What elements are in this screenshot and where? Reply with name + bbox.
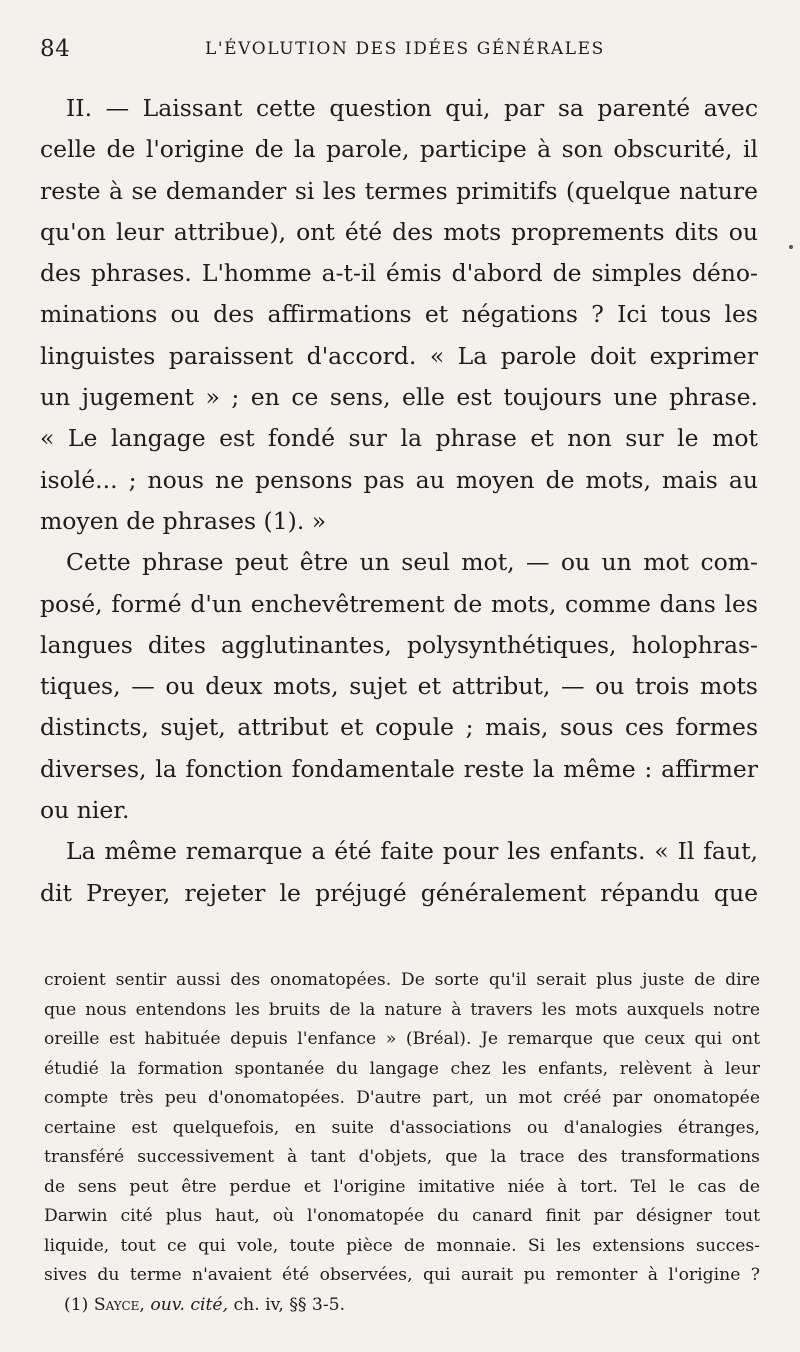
footnote-work: ouv. cité, bbox=[150, 1294, 229, 1315]
text-line: distincts, sujet, attribut et copule ; mais, sous ces formes bbox=[40, 713, 758, 742]
paragraph-2 bbox=[40, 542, 758, 831]
footnote-1 bbox=[44, 1291, 760, 1320]
text-line: des phrases. L'homme a-t-il émis d'abord de simples déno- bbox=[40, 259, 758, 288]
footnote-line: compte très peu d'onomatopées. D'autre part, un mot créé par onomatopée bbox=[44, 1088, 760, 1108]
page-number: 84 bbox=[40, 36, 71, 62]
footnote-line: oreille est habituée depuis l'enfance » (Bréal). Je remarque que ceux qui ont bbox=[44, 1029, 760, 1049]
footnote-line: sives du terme n'avaient été observées, qui aurait pu remonter à l'origine ? bbox=[44, 1265, 760, 1285]
footnote-line: transféré successivement à tant d'objets, que la trace des transformations bbox=[44, 1147, 760, 1167]
text-line: langues dites agglutinantes, polysynthétiques, holophras- bbox=[40, 630, 758, 659]
text-line: II. — Laissant cette question qui, par sa parenté avec bbox=[66, 94, 758, 122]
footnote-continuation bbox=[44, 966, 760, 1291]
footnote-line: que nous entendons les bruits de la nature à travers les mots auxquels notre bbox=[44, 999, 760, 1020]
text-line: reste à se demander si les termes primitifs (quelque nature bbox=[40, 176, 758, 205]
text-line: un jugement » ; en ce sens, elle est toujours une phrase. bbox=[40, 383, 758, 412]
text-line: tiques, — ou deux mots, sujet et attribut, — ou trois mots bbox=[40, 672, 758, 701]
text-line: isolé... ; nous ne pensons pas au moyen de mots, mais au bbox=[40, 465, 758, 494]
paragraph-3 bbox=[40, 831, 758, 914]
text-line: dit Preyer, rejeter le préjugé généralement répandu que bbox=[40, 878, 758, 907]
text-line: diverses, la fonction fondamentale reste la même : affirmer bbox=[40, 754, 758, 783]
text-line: qu'on leur attribue), ont été des mots proprements dits ou bbox=[40, 217, 758, 246]
footnote-line: de sens peut être perdue et l'origine imitative niée à tort. Tel le cas de bbox=[44, 1176, 760, 1197]
text-line: « Le langage est fondé sur la phrase et non sur le mot bbox=[40, 424, 758, 453]
main-text bbox=[40, 88, 758, 914]
footnote-line: croient sentir aussi des onomatopées. De sorte qu'il serait plus juste de dire bbox=[44, 970, 760, 990]
footnote-line: certaine est quelquefois, en suite d'associations ou d'analogies étranges, bbox=[44, 1117, 760, 1138]
footnote-line: liquide, tout ce qui vole, toute pièce de monnaie. Si les extensions succes- bbox=[44, 1235, 760, 1256]
footnote-line: étudié la formation spontanée du langage chez les enfants, relèvent à leur bbox=[44, 1058, 760, 1079]
running-title: L'ÉVOLUTION DES IDÉES GÉNÉRALES bbox=[205, 39, 605, 59]
page-header bbox=[40, 36, 760, 66]
text-line: moyen de phrases (1). » bbox=[40, 506, 327, 535]
footnote-author: Sayce, bbox=[93, 1294, 145, 1315]
text-line: La même remarque a été faite pour les enfants. « Il faut, bbox=[66, 837, 758, 866]
footnote-marker: (1) bbox=[64, 1294, 89, 1315]
footnote-reference: ch. iv, §§ 3-5. bbox=[233, 1294, 346, 1315]
text-line: celle de l'origine de la parole, participe à son obscurité, il bbox=[40, 135, 758, 164]
text-line: Cette phrase peut être un seul mot, — ou un mot com- bbox=[66, 548, 758, 577]
text-line: minations ou des affirmations et négations ? Ici tous les bbox=[40, 300, 758, 329]
text-line: linguistes paraissent d'accord. « La parole doit exprimer bbox=[40, 341, 758, 370]
text-line: ou nier. bbox=[40, 796, 130, 825]
print-speck bbox=[789, 245, 793, 249]
paragraph-1 bbox=[40, 88, 758, 542]
footnotes bbox=[44, 966, 760, 1320]
text-line: posé, formé d'un enchevêtrement de mots, comme dans les bbox=[40, 589, 758, 618]
footnote-line: Darwin cité plus haut, où l'onomatopée du canard finit par désigner tout bbox=[44, 1206, 760, 1226]
